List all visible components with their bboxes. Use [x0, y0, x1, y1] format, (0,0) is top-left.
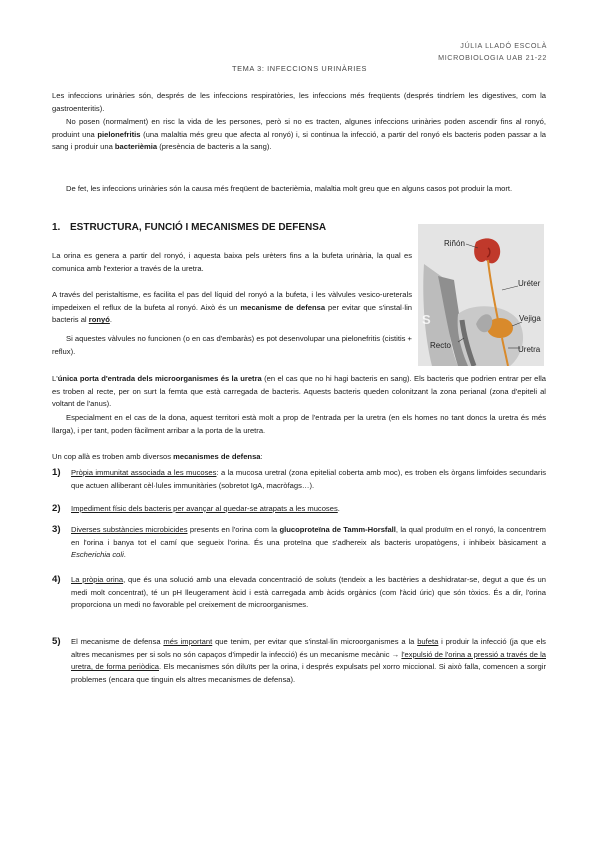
- intro-paragraph-1: Les infeccions urinàries són, després de les infeccions respiratòries, les infeccions més freqüents (després tindríem les digestives, com la gastroenteritis).: [52, 91, 546, 113]
- section-paragraph-2: [52, 289, 412, 327]
- list-item: [52, 574, 546, 626]
- text-run: (una malaltia més greu que afecta al ronyó) i, si continua la infecció, a partir del ronyó els bacteris poden passar a la sang i produir una: [52, 129, 546, 152]
- term-porta-entrada: única porta d'entrada dels microorganismes és la uretra: [57, 374, 262, 383]
- term-pielonefritis: pielonefritis: [97, 129, 141, 139]
- list-text: [71, 467, 546, 492]
- urinary-tract-figure: [418, 224, 544, 366]
- defense-name: Impediment físic dels bacteris per avançar al quedar-se atrapats a les mucoses: [71, 504, 338, 513]
- course-name: MICROBIOLOGIA UAB 21-22: [438, 53, 547, 62]
- text-run: L': [52, 374, 58, 383]
- text-run: (presència de bacteris a la sang).: [157, 142, 272, 152]
- text-run: per evitar que s'instal·lin bacteris al: [52, 302, 412, 325]
- defense-name: Diverses substàncies microbicides: [71, 525, 188, 534]
- text-run: . Els mecanismes són diluïts per la orina, i després expulsats pel xorro miccional. Si això falla, comencen a sorgir problemes (encara que tinguin els altres mecanismes de defensa).: [71, 662, 546, 684]
- term-mecanisme-defensa: mecanisme de defensa: [240, 302, 326, 312]
- intro-paragraph-2: [52, 116, 546, 154]
- list-number: 2): [52, 503, 61, 514]
- label-ureter: Uréter: [518, 279, 541, 288]
- text-run: No posen (normalment) en risc la vida de les persones, però si no es tracten, algunes infeccions urinàries poden ascendir fins al ronyó, produint una: [52, 117, 546, 139]
- term-bacteriemia: bacterièmia: [114, 142, 158, 152]
- text-run: , que és una solució amb una elevada concentració de soluts (tendeix a les bactèries a deshidratar-se, degut a que és un medi molt concentrat), té un pH lleugerament àcid i està carregada amb àcids orgànics (com l'àcid úric) que són tòxics. És a dir, l'orina proporciona un medi no favorable pel creixement de microorganismes.: [71, 575, 546, 610]
- topic-title: TEMA 3: INFECCIONS URINÀRIES: [231, 64, 368, 73]
- text-run: .: [337, 504, 340, 513]
- label-bladder: Vejiga: [519, 314, 541, 323]
- text-run: (en el cas que no hi hagi bacteris en sang). Els bacteris que podrien entrar per ella es troben al recte, per on surt la femta que està carregada de bacteris. Aquests bacteris queden colonitzant la zona perianal (zona d'epiteli al voltant de l'anus).: [52, 374, 547, 409]
- list-text: [71, 636, 546, 686]
- text-run: Un cop allà es troben amb diversos: [52, 452, 174, 461]
- text-run: :: [260, 452, 263, 461]
- label-urethra: Uretra: [518, 345, 541, 354]
- section-paragraph-5: Especialment en el cas de la dona, aquest territori està molt a prop de l'entrada per la uretra (en els homes no tant doncs la uretra és més llarga), i per tant, poden fàcilment arribar a la porta de la uretra.: [52, 413, 546, 435]
- section-paragraph-4: [52, 373, 546, 411]
- list-item: [52, 524, 546, 564]
- text-run: : a la mucosa uretral (zona epitelial coberta amb moc), es troben els òrgans limfoides secundaris que actuen alliberant cèl·lules immunitàries (sobretot IgA, macròfags…).: [71, 468, 546, 490]
- term-mecanismes-defensa: mecanismes de defensa: [173, 452, 261, 461]
- defense-name: més important: [163, 637, 213, 646]
- figure-watermark-glyph: S: [422, 312, 431, 327]
- list-text: [71, 503, 546, 516]
- section-paragraph-1: La orina es genera a partir del ronyó, i aquesta baixa pels urèters fins a la bufeta urinària, la qual es comunica amb l'exterior a través de la uretra.: [52, 251, 412, 273]
- kidney-shape: [474, 238, 500, 263]
- anatomy-illustration: [418, 224, 544, 366]
- list-item: [52, 636, 546, 702]
- page-header: [438, 40, 547, 64]
- intro-paragraph-3: De fet, les infeccions urinàries són la causa més freqüent de bacterièmia, malaltia molt greu que en alguns casos pot produir la mort.: [66, 184, 513, 193]
- text-run: i produir la infecció (ja que els altres mecanismes per si sols no són capaços d'impedir la infecció) és un mecanisme mecànic →: [71, 637, 546, 659]
- label-kidney: Riñón: [444, 239, 465, 248]
- text-run: que tenim, per evitar que s'instal·lin microorganismes a la: [212, 637, 418, 646]
- text-run: .: [123, 550, 126, 560]
- text-run: A través del peristaltisme, es facilita el pas del líquid del ronyó a la bufeta, i les vàlvules vesico-ureterals impedeixen el reflux de la bufeta al ronyó. Això és un: [52, 290, 412, 312]
- list-text: [71, 524, 546, 562]
- list-number: 5): [52, 636, 61, 647]
- list-text: [71, 574, 546, 612]
- text-run: presents en l'orina com la: [187, 525, 280, 534]
- list-number: 3): [52, 524, 61, 535]
- author-name: JÚLIA LLADÓ ESCOLÀ: [460, 41, 547, 50]
- term-escherichia-coli: Escherichia coli: [71, 550, 124, 560]
- list-item: [52, 503, 546, 517]
- section-title: ESTRUCTURA, FUNCIÓ I MECANISMES DE DEFENSA: [70, 222, 327, 233]
- list-item: [52, 467, 546, 493]
- term-ronyo: ronyó: [88, 315, 110, 325]
- section-heading: [52, 222, 326, 233]
- defense-name: La pròpia orina: [71, 575, 124, 584]
- list-number: 4): [52, 574, 61, 585]
- text-run: .: [109, 315, 112, 325]
- term-expulsio-orina: l'expulsió de l'orina a pressió a través de la uretra, de forma periòdica: [71, 649, 546, 672]
- section-paragraph-3: Si aquestes vàlvules no funcionen (o en cas d'embaràs) es pot desenvolupar una pielonefritis (cistitis + reflux).: [52, 334, 412, 356]
- text-run: , la qual produïm en el ronyó, la concentrem en l'orina i banya tot el camí que segueix l'orina. És una proteïna que s'adhereix als bacteris uropatògens, i inhibeix bàsicament a: [71, 525, 546, 547]
- section-paragraph-6: [52, 451, 546, 464]
- label-rectum: Recto: [430, 341, 451, 350]
- list-number: 1): [52, 467, 61, 478]
- section-number: 1.: [52, 222, 61, 233]
- term-bufeta: bufeta: [417, 637, 439, 646]
- defense-name: Pròpia immunitat associada a les mucoses: [71, 468, 217, 477]
- term-tamm-horsfall: glucoproteïna de Tamm-Horsfall: [279, 525, 396, 534]
- text-run: El mecanisme de defensa: [71, 637, 164, 646]
